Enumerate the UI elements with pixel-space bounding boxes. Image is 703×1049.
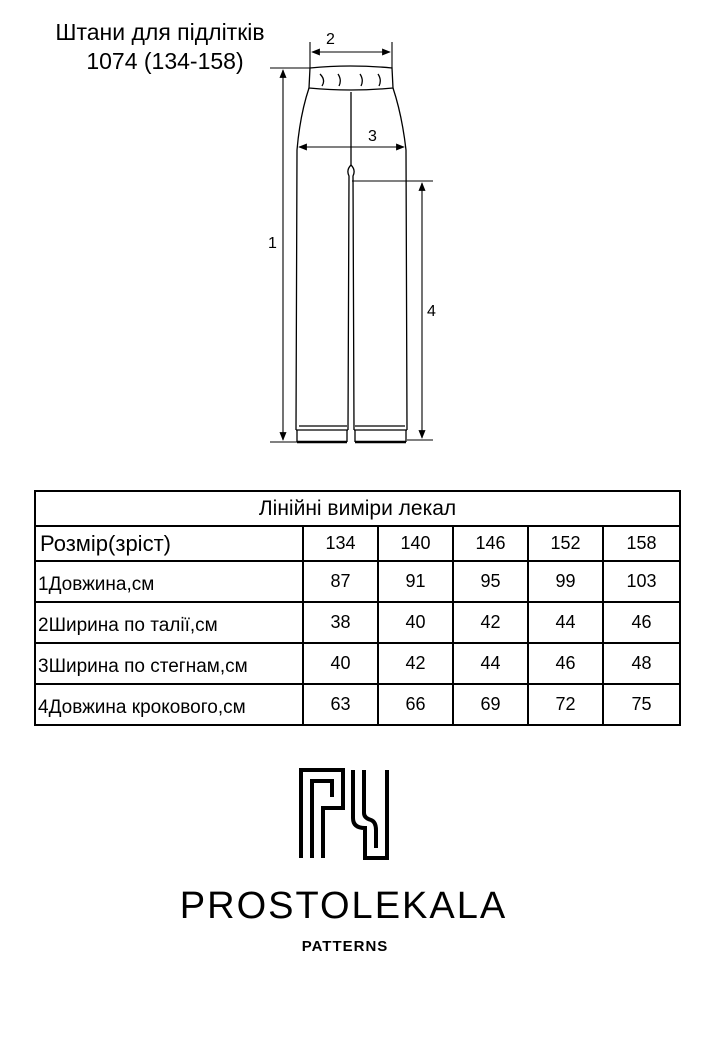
measurements-table [34,490,681,726]
table-caption-row [35,491,680,526]
value-cell: 63 [303,684,378,725]
row-label: 2Ширина по талії,см [35,602,303,643]
value-cell: 46 [603,602,680,643]
dimension-2 [310,42,392,68]
size-cell: 146 [453,526,528,561]
table-row [35,561,680,602]
size-cell: 158 [603,526,680,561]
value-cell: 95 [453,561,528,602]
model-number: 1074 (134-158) [86,48,244,74]
table-row [35,602,680,643]
dimension-4 [352,181,433,440]
size-label: Розмір(зріст) [35,526,303,561]
dimension-label-3: 3 [368,128,377,145]
dimension-label-2: 2 [326,31,335,48]
value-cell: 42 [453,602,528,643]
row-label: 3Ширина по стегнам,см [35,643,303,684]
size-cell: 134 [303,526,378,561]
value-cell: 91 [378,561,453,602]
brand-subtitle: PATTERNS [301,938,389,955]
size-cell: 140 [378,526,453,561]
table-row [35,643,680,684]
value-cell: 40 [303,643,378,684]
brand-name: PROSTOLEKALA [179,885,508,927]
value-cell: 87 [303,561,378,602]
brand-logo-icon [299,768,389,860]
page-title: Штани для підлітків [55,19,265,45]
value-cell: 40 [378,602,453,643]
value-cell: 103 [603,561,680,602]
pants-technical-drawing [0,0,703,470]
value-cell: 42 [378,643,453,684]
value-cell: 75 [603,684,680,725]
row-label: 1Довжина,см [35,561,303,602]
dimension-1 [270,68,310,442]
value-cell: 66 [378,684,453,725]
value-cell: 69 [453,684,528,725]
value-cell: 44 [453,643,528,684]
pants-outline [296,66,407,442]
size-cell: 152 [528,526,603,561]
row-label: 4Довжина крокового,см [35,684,303,725]
table-caption: Лінійні виміри лекал [35,491,680,526]
value-cell: 44 [528,602,603,643]
value-cell: 46 [528,643,603,684]
table-row [35,684,680,725]
value-cell: 72 [528,684,603,725]
value-cell: 99 [528,561,603,602]
value-cell: 48 [603,643,680,684]
value-cell: 38 [303,602,378,643]
table-header-row [35,526,680,561]
dimension-label-4: 4 [427,303,436,320]
dimension-label-1: 1 [268,235,277,252]
